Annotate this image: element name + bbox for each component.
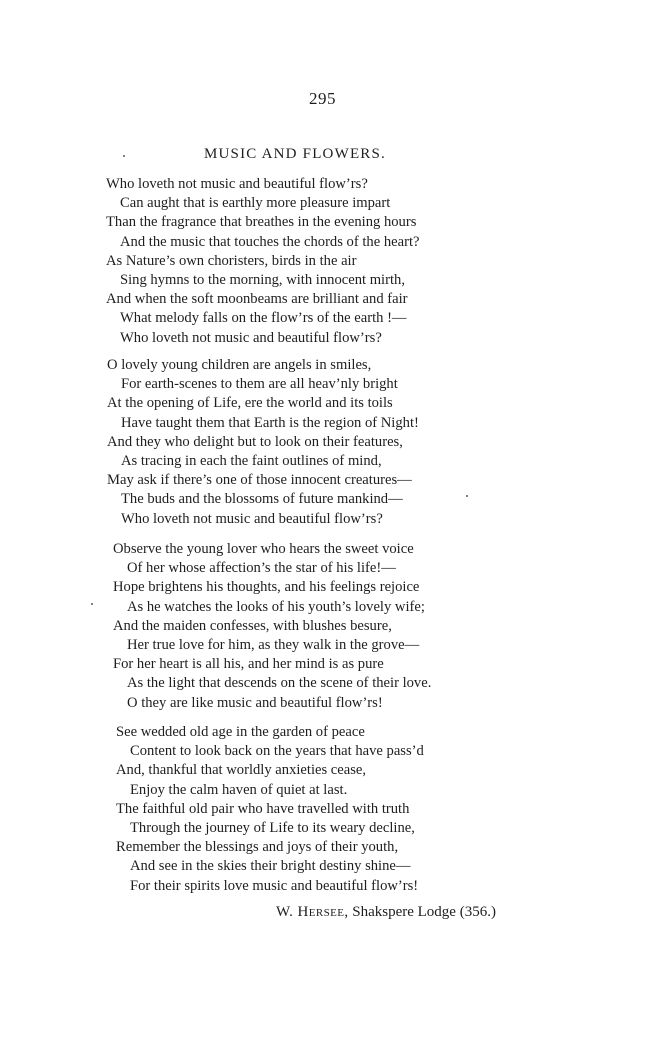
poem-line: As Nature’s own choristers, birds in the air (106, 252, 357, 269)
poem-line: For her heart is all his, and her mind is as pure (113, 656, 384, 673)
poem-title: MUSIC AND FLOWERS. (203, 146, 387, 162)
stanza-4 (116, 723, 424, 896)
poem-line: And see in the skies their bright destiny shine— (130, 858, 411, 875)
poem-line: And when the soft moonbeams are brilliant and fair (106, 291, 408, 308)
poem-line: O they are like music and beautiful flow’rs! (127, 694, 383, 711)
page-number: 295 (309, 89, 336, 108)
poem-line: Of her whose affection’s the star of his life!— (127, 560, 396, 577)
poem-line: And they who delight but to look on their features, (107, 433, 403, 450)
poem-line: Remember the blessings and joys of their youth, (116, 839, 399, 856)
print-speck (466, 495, 468, 497)
poem-line: May ask if there’s one of those innocent creatures— (107, 472, 412, 489)
poem-line: And the maiden confesses, with blushes besure, (113, 617, 392, 634)
poem-line: Who loveth not music and beautiful flow’rs? (106, 176, 368, 192)
print-speck (91, 603, 93, 605)
poem-line: Hope brightens his thoughts, and his feelings rejoice (113, 579, 420, 596)
poem-line: Who loveth not music and beautiful flow’rs? (120, 329, 382, 346)
poem-line: Through the journey of Life to its weary decline, (130, 820, 415, 837)
poem-line: Than the fragrance that breathes in the evening hours (106, 214, 417, 231)
stanza-2 (107, 356, 419, 529)
poem-line: And, thankful that worldly anxieties cease, (116, 762, 367, 779)
author-signature (276, 904, 496, 921)
print-speck (123, 155, 125, 157)
poem-line: O lovely young children are angels in smiles, (107, 357, 372, 373)
poem-line: See wedded old age in the garden of peace (116, 724, 365, 740)
poem-line: As he watches the looks of his youth’s lovely wife; (127, 598, 425, 615)
poem-line: For earth-scenes to them are all heav’nly bright (121, 376, 398, 393)
poem-line: Content to look back on the years that have pass’d (130, 743, 424, 760)
poem-line: Can aught that is earthly more pleasure impart (120, 195, 391, 212)
poem-line: For their spirits love music and beautiful flow’rs! (130, 877, 419, 894)
poem-line: Who loveth not music and beautiful flow’rs? (121, 510, 383, 527)
poem-line: Her true love for him, as they walk in the grove— (127, 637, 420, 654)
poem-line: The buds and the blossoms of future mankind— (121, 491, 403, 508)
poem-line: At the opening of Life, ere the world and its toils (107, 395, 393, 412)
poem-line: Sing hymns to the morning, with innocent mirth, (120, 272, 405, 289)
author-lodge: Shakspere Lodge (356.) (352, 904, 496, 920)
poem-line: Have taught them that Earth is the region of Night! (121, 414, 419, 431)
author-name: W. Hersee, (276, 904, 349, 920)
poem-line: What melody falls on the flow’rs of the earth !— (120, 310, 407, 327)
poem-line: Enjoy the calm haven of quiet at last. (130, 781, 348, 798)
poem-line: The faithful old pair who have travelled with truth (116, 800, 410, 817)
stanza-3 (113, 540, 431, 713)
poem-line: Observe the young lover who hears the sweet voice (113, 541, 414, 557)
poem-line: As the light that descends on the scene of their love. (127, 675, 432, 692)
poem-line: As tracing in each the faint outlines of mind, (121, 453, 382, 470)
stanza-1 (106, 175, 420, 348)
poem-line: And the music that touches the chords of the heart? (120, 233, 420, 250)
